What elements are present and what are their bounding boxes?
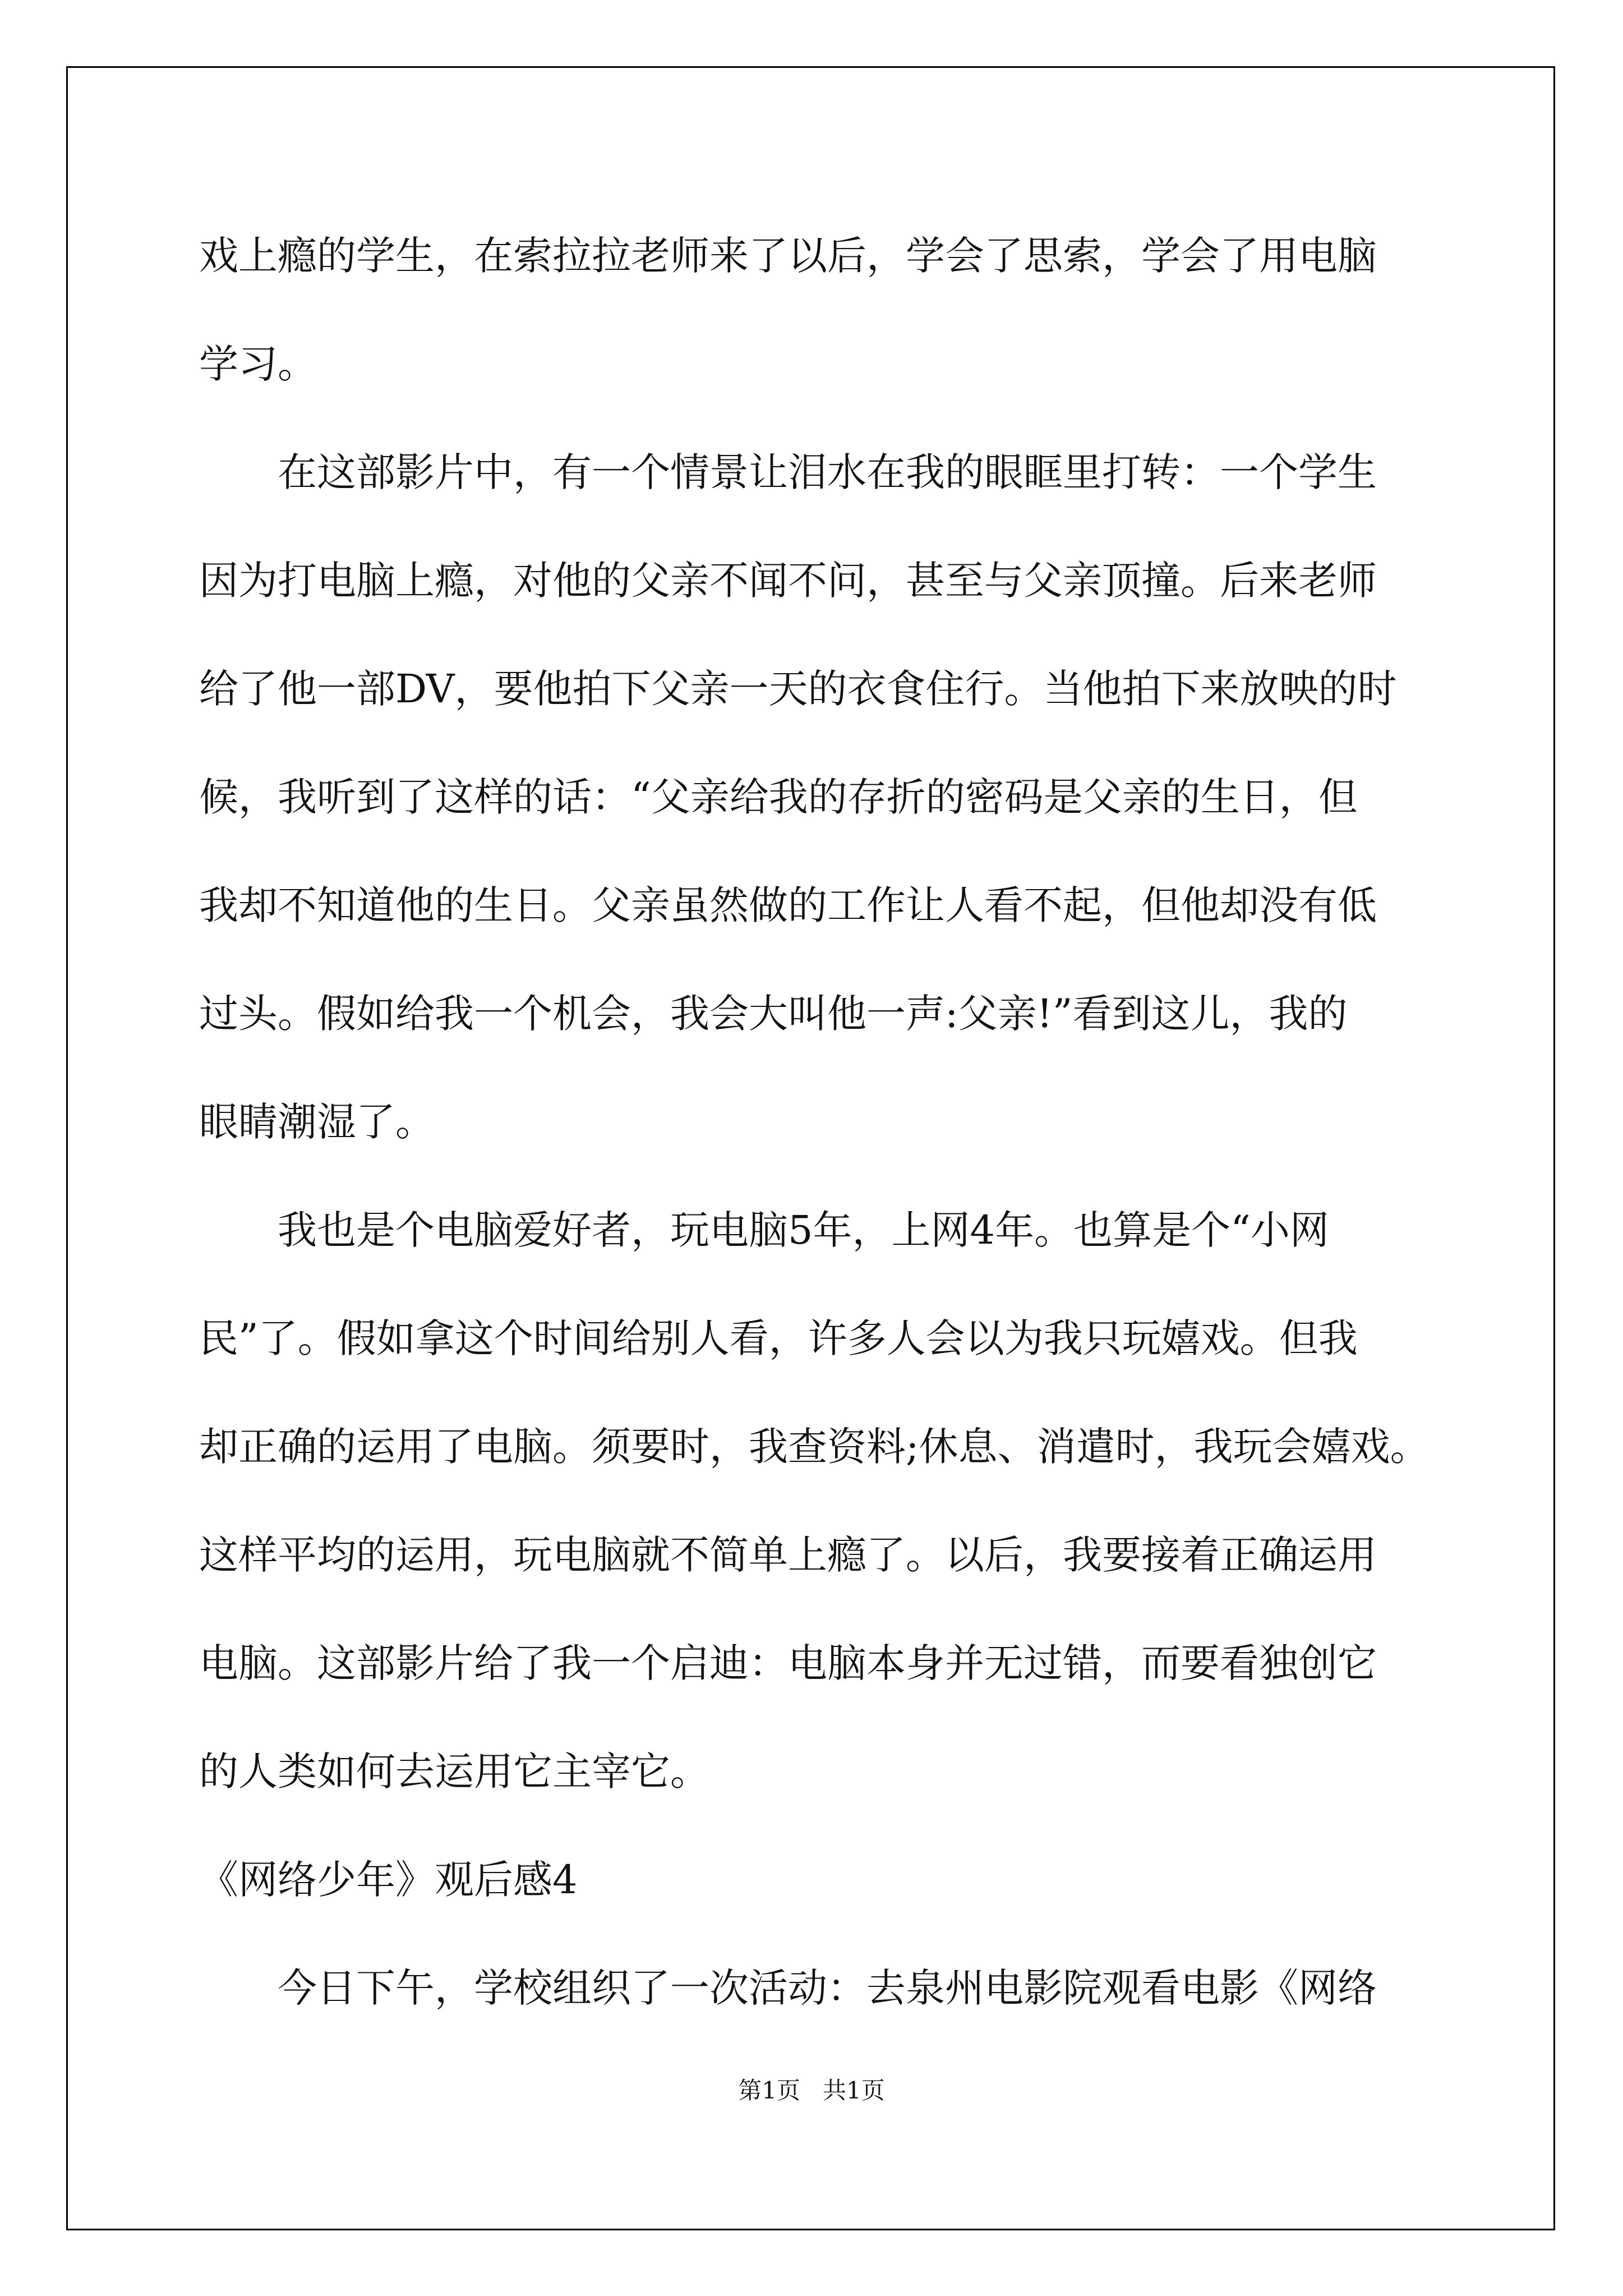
text-line: 给了他一部DV，要他拍下父亲一天的衣食住行。当他拍下来放映的时 [199,666,1397,712]
paragraph-start-line: 今日下午，学校组织了一次活动：去泉州电影院观看电影《网络 [278,1965,1377,2011]
paragraph-start-line: 我也是个电脑爱好者，玩电脑5年，上网4年。也算是个“小网 [278,1207,1329,1253]
section-title: 《网络少年》观后感4 [199,1857,578,1903]
text-line: 的人类如何去运用它主宰它。 [199,1749,709,1795]
text-line: 候，我听到了这样的话：“父亲给我的存折的密码是父亲的生日，但 [199,774,1358,820]
text-line: 因为打电脑上瘾，对他的父亲不闻不问，甚至与父亲顶撞。后来老师 [199,558,1377,604]
paragraph-start-line: 在这部影片中，有一个情景让泪水在我的眼眶里打转：一个学生 [278,449,1377,495]
text-line: 我却不知道他的生日。父亲虽然做的工作让人看不起，但他却没有低 [199,882,1377,928]
text-line: 却正确的运用了电脑。须要时，我查资料;休息、消遣时，我玩会嬉戏。 [199,1424,1430,1470]
text-line: 民”了。假如拿这个时间给别人看，许多人会以为我只玩嬉戏。但我 [199,1315,1358,1361]
text-line: 电脑。这部影片给了我一个启迪：电脑本身并无过错，而要看独创它 [199,1640,1377,1686]
document-body [199,202,1430,2042]
text-line: 这样平均的运用，玩电脑就不简单上瘾了。以后，我要接着正确运用 [199,1532,1377,1578]
text-line: 眼睛潮湿了。 [199,1099,435,1145]
text-line: 学习。 [199,341,317,387]
text-line: 戏上瘾的学生，在索拉拉老师来了以后，学会了思索，学会了用电脑 [199,233,1377,279]
page-footer: 第1页 共1页 [738,2077,885,2104]
text-line: 过头。假如给我一个机会，我会大叫他一声:父亲!”看到这儿，我的 [199,991,1348,1037]
